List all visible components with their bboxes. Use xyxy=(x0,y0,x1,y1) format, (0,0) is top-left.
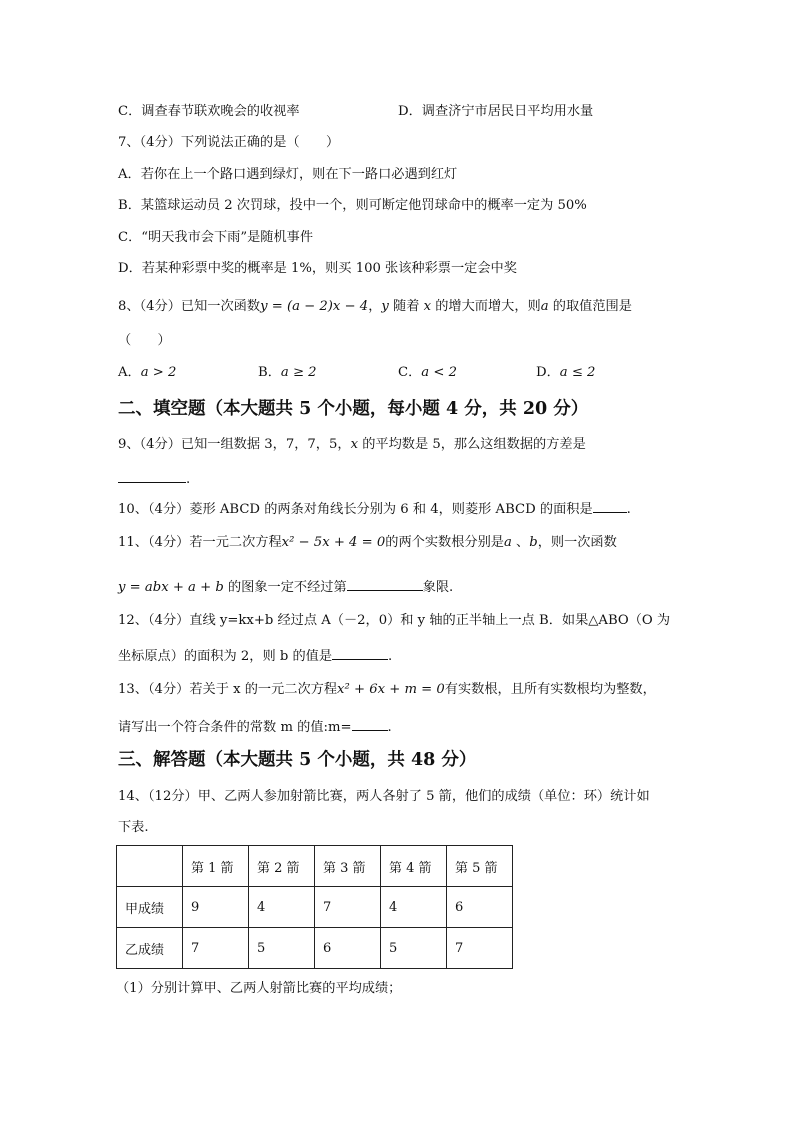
q11-root-a: a xyxy=(503,535,512,550)
q11-line2 xyxy=(118,576,453,597)
q6-option-d: D．调查济宁市居民日平均用水量 xyxy=(398,104,594,119)
table-cell: 9 xyxy=(183,887,249,928)
table-row-label: 甲成绩 xyxy=(117,887,183,928)
q13-stem-line2 xyxy=(118,716,392,737)
q8-option-c-label: C． xyxy=(398,365,422,380)
table-cell: 7 xyxy=(447,928,513,969)
q12-stem-line1: 12、（4分）直线 y=kx+b 经过点 A（－2，0）和 y 轴的正半轴上一点 B．如果△ABO（O 为 xyxy=(118,613,671,628)
table-cell: 6 xyxy=(447,887,513,928)
q9-var-x: x xyxy=(350,437,358,452)
q8-option-c xyxy=(398,364,457,382)
q13-stem-line1 xyxy=(118,681,656,699)
q14-stem-line2: 下表. xyxy=(118,820,149,835)
q9-tail: . xyxy=(186,472,191,487)
q8-stem-pre: 8、（4分）已知一次函数 xyxy=(118,299,261,314)
table-cell: 5 xyxy=(249,928,315,969)
section-2-heading: 二、填空题（本大题共 5 个小题，每小题 4 分，共 20 分） xyxy=(118,399,589,419)
q8-stem-sep: ， xyxy=(368,299,382,314)
q11-answer-blank[interactable] xyxy=(347,576,423,591)
q13-stem-post: 有实数根，且所有实数根均为整数， xyxy=(444,682,656,697)
section-3-heading: 三、解答题（本大题共 5 个小题，共 48 分） xyxy=(118,750,477,770)
q11-stem-mid: 的两个实数根分别是 xyxy=(385,535,504,550)
q11-root-b: b xyxy=(529,535,538,550)
q8-option-d xyxy=(536,364,595,382)
table-cell: 4 xyxy=(381,887,447,928)
q11-stem xyxy=(118,534,617,552)
q11-line2-post: 象限. xyxy=(422,580,454,595)
q14-stem-line1: 14、（12分）甲、乙两人参加射箭比赛，两人各射了 5 箭，他们的成绩（单位：环）统计如 xyxy=(118,789,650,804)
q13-answer-blank[interactable] xyxy=(352,716,388,731)
q11-stem-pre: 11、（4分）若一元二次方程 xyxy=(118,535,282,550)
q12-line2-pre: 坐标原点）的面积为 2，则 b 的值是 xyxy=(118,649,333,664)
q7-option-c: C．“明天我市会下雨”是随机事件 xyxy=(118,230,314,245)
q10-text: 10、（4分）菱形 ABCD 的两条对角线长分别为 6 和 4，则菱形 ABCD 的面积是 xyxy=(118,502,593,517)
q7-option-a: A．若你在上一个路口遇到绿灯，则在下一路口必遇到红灯 xyxy=(118,167,458,182)
q13-equation: x² + 6x + m = 0 xyxy=(337,682,445,697)
q8-option-d-expr: a ≤ 2 xyxy=(559,365,596,380)
table-row xyxy=(117,928,513,969)
q8-stem-mid2: 的增大而增大，则 xyxy=(431,299,541,314)
table-cell: 7 xyxy=(183,928,249,969)
q9-answer-blank[interactable] xyxy=(118,468,186,483)
q8-option-a-label: A． xyxy=(118,365,141,380)
q8-option-b-label: B． xyxy=(258,365,281,380)
table-header-cell: 第 3 箭 xyxy=(315,846,381,887)
q11-sep: 、 xyxy=(511,535,530,550)
table-header-cell: 第 1 箭 xyxy=(183,846,249,887)
q8-answer-paren: （ ） xyxy=(118,333,171,348)
q8-option-d-label: D． xyxy=(536,365,560,380)
table-cell: 7 xyxy=(315,887,381,928)
table-header-cell: 第 2 箭 xyxy=(249,846,315,887)
q14-sub-question-1: （1）分别计算甲、乙两人射箭比赛的平均成绩； xyxy=(116,981,402,996)
q14-score-table xyxy=(116,845,513,969)
q8-option-b-expr: a ≥ 2 xyxy=(280,365,317,380)
table-cell: 5 xyxy=(381,928,447,969)
table-header-cell: 第 4 箭 xyxy=(381,846,447,887)
q8-var-y: y xyxy=(381,299,389,314)
table-cell: 6 xyxy=(315,928,381,969)
q11-function: y = abx + a + b xyxy=(118,580,224,595)
q8-var-a: a xyxy=(540,299,549,314)
table-header-row xyxy=(117,846,513,887)
q8-option-b xyxy=(258,364,317,382)
q11-stem-post: ，则一次函数 xyxy=(537,535,617,550)
q13-tail: . xyxy=(387,720,392,735)
q8-stem-post: 的取值范围是 xyxy=(548,299,632,314)
table-header-cell: 第 5 箭 xyxy=(447,846,513,887)
q8-var-x: x xyxy=(423,299,432,314)
q8-formula: y = (a − 2)x − 4 xyxy=(260,299,369,314)
table-header-cell xyxy=(117,846,183,887)
q10-answer-blank[interactable] xyxy=(593,498,627,513)
q8-stem xyxy=(118,298,632,316)
q9-stem-pre: 9、（4分）已知一组数据 3，7，7，5， xyxy=(118,437,351,452)
table-row-label: 乙成绩 xyxy=(117,928,183,969)
q9-stem xyxy=(118,436,586,454)
q7-stem: 7、（4分）下列说法正确的是（ ） xyxy=(118,135,340,150)
q6-option-c: C．调查春节联欢晚会的收视率 xyxy=(118,104,300,119)
table-cell: 4 xyxy=(249,887,315,928)
q8-stem-mid1: 随着 xyxy=(388,299,424,314)
q10-tail: . xyxy=(626,502,631,517)
q11-equation: x² − 5x + 4 = 0 xyxy=(281,535,386,550)
table-row xyxy=(117,887,513,928)
q8-option-c-expr: a < 2 xyxy=(421,365,457,380)
q8-option-a xyxy=(118,364,176,382)
q12-tail: . xyxy=(388,649,393,664)
q13-line2-pre: 请写出一个符合条件的常数 m 的值:m= xyxy=(118,720,352,735)
q10-stem xyxy=(118,498,631,519)
q8-option-a-expr: a > 2 xyxy=(140,365,177,380)
q11-line2-mid: 的图象一定不经过第 xyxy=(223,580,347,595)
q12-answer-blank[interactable] xyxy=(332,645,388,660)
q9-stem-post: 的平均数是 5，那么这组数据的方差是 xyxy=(358,437,586,452)
q9-answer-line xyxy=(118,468,190,489)
q7-option-b: B．某篮球运动员 2 次罚球，投中一个，则可断定他罚球命中的概率一定为 50% xyxy=(118,198,587,213)
q7-option-d: D．若某种彩票中奖的概率是 1%，则买 100 张该种彩票一定会中奖 xyxy=(118,261,517,276)
q12-stem-line2 xyxy=(118,645,392,666)
q13-stem-pre: 13、（4分）若关于 x 的一元二次方程 xyxy=(118,682,338,697)
